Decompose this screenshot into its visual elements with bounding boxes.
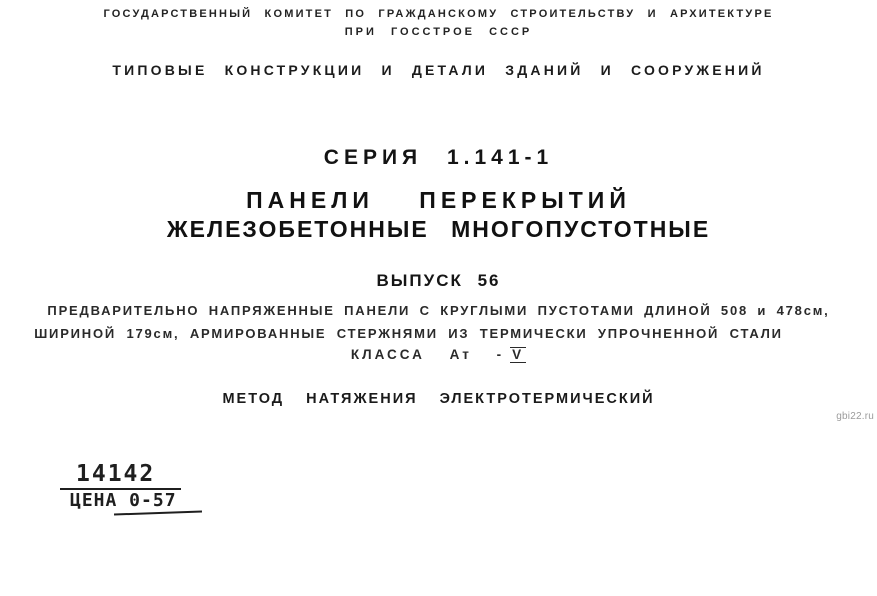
title-line-2: ЖЕЛЕЗОБЕТОННЫЕ МНОГОПУСТОТНЫЕ (166, 216, 711, 242)
site-watermark: gbi22.ru (836, 411, 874, 422)
stamp-price-text: ЦЕНА 0-57 (70, 490, 177, 512)
description-line-2: ШИРИНОЙ 179см, АРМИРОВАННЫЕ СТЕРЖНЯМИ ИЗ ТЕРМИЧЕСКИ УПРОЧНЕННОЙ СТАЛИ (34, 326, 783, 341)
stamp-number: 14142 (60, 462, 181, 490)
price-stamp (60, 462, 181, 512)
issue-number: ВЫПУСК 56 (376, 271, 501, 290)
description-line-3 (0, 347, 877, 363)
title-line-1: ПАНЕЛИ ПЕРЕКРЫТИЙ (246, 187, 631, 213)
steel-class-roman-numeral: V (512, 347, 525, 362)
stamp-price (70, 491, 177, 512)
document-category: ТИПОВЫЕ КОНСТРУКЦИИ И ДЕТАЛИ ЗДАНИЙ И СООРУЖЕНИЙ (112, 62, 765, 78)
description-line-1: ПРЕДВАРИТЕЛЬНО НАПРЯЖЕННЫЕ ПАНЕЛИ С КРУГЛЫМИ ПУСТОТАМИ ДЛИНОЙ 508 и 478см, (47, 303, 830, 318)
steel-class-label: КЛАССА Ат - (350, 347, 505, 362)
header-committee-line: ГОСУДАРСТВЕННЫЙ КОМИТЕТ ПО ГРАЖДАНСКОМУ СТРОИТЕЛЬСТВУ И АРХИТЕКТУРЕ (103, 8, 774, 20)
tensioning-method-line: МЕТОД НАТЯЖЕНИЯ ЭЛЕКТРОТЕРМИЧЕСКИЙ (222, 391, 655, 407)
series-number: СЕРИЯ 1.141-1 (323, 146, 554, 169)
header-gosstroy-line: ПРИ ГОССТРОЕ СССР (344, 26, 533, 38)
